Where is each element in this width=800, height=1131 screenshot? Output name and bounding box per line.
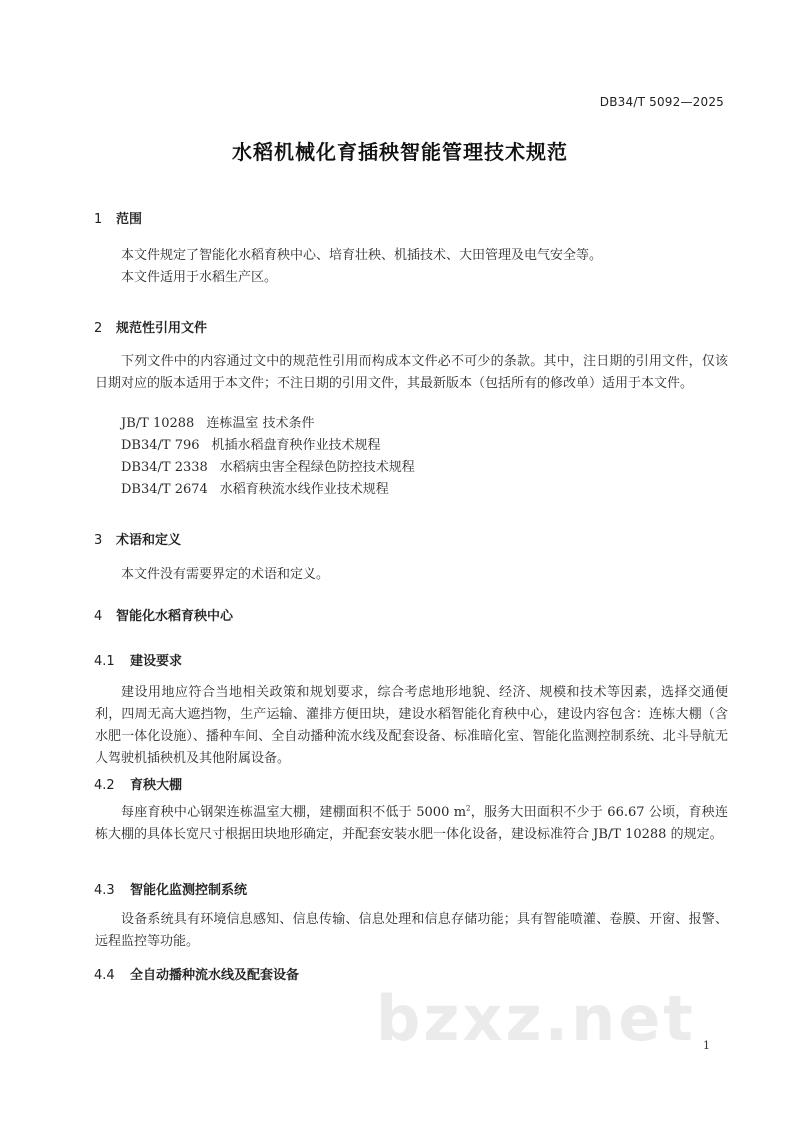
section-2-heading — [94, 317, 207, 336]
section-1-paragraph-1: 本文件规定了智能化水稻育秧中心、培育壮秧、机插技术、大田管理及电气安全等。 — [121, 248, 603, 263]
reference-item — [121, 436, 381, 456]
reference-name: 机插水稻盘育秧作业技术规程 — [211, 438, 381, 453]
page-number: 1 — [703, 1039, 710, 1052]
reference-name: 水稻病虫害全程绿色防控技术规程 — [219, 460, 415, 475]
watermark: bzxz.net — [376, 982, 696, 1055]
subsection-number: 4.1 — [94, 654, 115, 669]
section-title: 规范性引用文件 — [116, 321, 208, 336]
reference-item — [121, 414, 314, 434]
section-title: 智能化水稻育秧中心 — [116, 609, 234, 624]
document-title: 水稻机械化育插秧智能管理技术规范 — [232, 140, 568, 164]
section-1-heading — [94, 208, 142, 227]
subsection-number: 4.3 — [94, 883, 115, 898]
subsection-4-2-paragraph — [95, 802, 728, 846]
subsection-number: 4.4 — [94, 968, 115, 983]
reference-name: 连栋温室 技术条件 — [206, 416, 315, 431]
subsection-4-4-heading — [94, 964, 299, 983]
section-3-paragraph: 本文件没有需要界定的术语和定义。 — [121, 567, 330, 582]
subsection-title: 建设要求 — [130, 654, 183, 669]
section-number: 2 — [94, 321, 103, 336]
section-title: 范围 — [116, 212, 143, 227]
section-title: 术语和定义 — [116, 533, 182, 548]
subsection-4-3-heading — [94, 879, 247, 898]
subsection-4-2-heading — [94, 774, 182, 793]
section-number: 4 — [94, 609, 103, 624]
reference-code: DB34/T 796 — [121, 438, 200, 453]
subsection-title: 育秧大棚 — [130, 778, 183, 793]
reference-item — [121, 458, 415, 478]
reference-code: JB/T 10288 — [121, 416, 195, 431]
subsection-number: 4.2 — [94, 778, 115, 793]
reference-name: 水稻育秧流水线作业技术规程 — [219, 482, 389, 497]
reference-code: DB34/T 2674 — [121, 482, 208, 497]
subsection-4-1-heading — [94, 650, 182, 669]
superscript-unit: 2 — [466, 804, 471, 813]
section-4-heading — [94, 605, 233, 624]
paragraph-text-b: ，服务大田面积不少于 66.67 公顷，育秧连栋大棚的具体长宽尺寸根据田块地形确定，并配套安装水肥一体化设备，建设标准符合 JB/T 10288 的规定。 — [95, 805, 728, 842]
subsection-4-1-paragraph: 建设用地应符合当地相关政策和规划要求，综合考虑地形地貌、经济、规模和技术等因素，选择交通便利，四周无高大遮挡物，生产运输、灌排方便田块，建设水稻智能化育秧中心，建设内容包含：连栋大棚（含水肥一体化设施）、播种车间、全自动播种流水线及配套设备、标准暗化室、智能化监测控制系统、北斗导航无人驾驶机插秧机及其他附属设备。 — [95, 685, 728, 766]
section-number: 1 — [94, 212, 103, 227]
standard-code: DB34/T 5092—2025 — [599, 95, 724, 109]
section-1-paragraph-2: 本文件适用于水稻生产区。 — [121, 270, 278, 285]
subsection-title: 全自动播种流水线及配套设备 — [130, 968, 300, 983]
section-2-intro: 下列文件中的内容通过文中的规范性引用而构成本文件必不可少的条款。其中，注日期的引用文件，仅该日期对应的版本适用于本文件；不注日期的引用文件，其最新版本（包括所有的修改单）适用于本文件。 — [95, 354, 728, 391]
reference-item — [121, 480, 389, 500]
section-3-heading — [94, 529, 181, 548]
paragraph-text-a: 每座育秧中心钢架连栋温室大棚，建棚面积不低于 5000 m — [121, 805, 467, 820]
subsection-4-3-paragraph: 设备系统具有环境信息感知、信息传输、信息处理和信息存储功能；具有智能喷灌、卷膜、开窗、报警、远程监控等功能。 — [95, 912, 728, 949]
reference-code: DB34/T 2338 — [121, 460, 208, 475]
section-number: 3 — [94, 533, 103, 548]
subsection-title: 智能化监测控制系统 — [130, 883, 248, 898]
